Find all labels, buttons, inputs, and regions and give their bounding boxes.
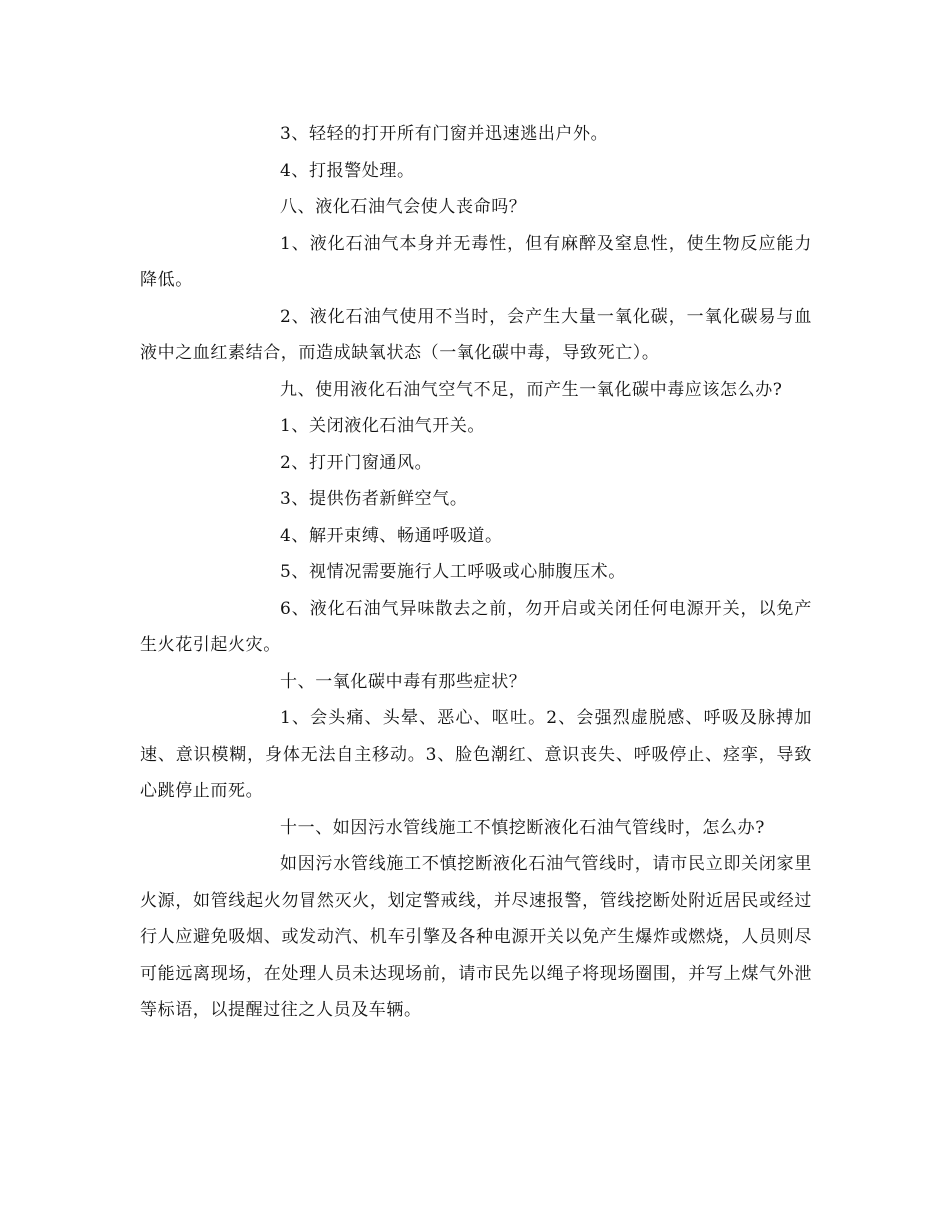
section-heading: 九、使用液化石油气空气不足，而产生一氧化碳中毒应该怎么办? — [280, 379, 783, 400]
paragraph: 5、视情况需要施行人工呼吸或心肺腹压术。 — [280, 562, 626, 582]
paragraph: 3、提供伤者新鲜空气。 — [280, 489, 468, 509]
paragraph: 6、液化石油气异味散去之前，勿开启或关闭任何电源开关，以免产生火花引起火灾。 — [140, 598, 812, 655]
paragraph: 4、解开束缚、畅通呼吸道。 — [280, 525, 503, 546]
section-heading: 十、一氧化碳中毒有那些症状？ — [280, 671, 527, 692]
paragraph: 1、液化石油气本身并无毒性，但有麻醉及窒息性，使生物反应能力降低。 — [140, 233, 812, 290]
paragraph: 3、轻轻的打开所有门窗并迅速逃出户外。 — [280, 124, 609, 144]
paragraph: 1、会头痛、头晕、恶心、呕吐。2、会强烈虚脱感、呼吸及脉搏加速、意识模糊，身体无法自主移动。3、脸色潮红、意识丧失、呼吸停止、痉挛，导致心跳停止而死。 — [140, 708, 812, 801]
document-body — [140, 116, 812, 1029]
paragraph: 如因污水管线施工不慎挖断液化石油气管线时，请市民立即关闭家里火源，如管线起火勿冒然灭火，划定警戒线，并尽速报警，管线挖断处附近居民或经过行人应避免吸烟、或发动汽、机车引擎及各种电源开关以免产生爆炸或燃烧，人员则尽可能远离现场，在处理人员未达现场前，请市民先以绳子将现场圈围，并写上煤气外泄等标语，以提醒过往之人员及车辆。 — [140, 854, 812, 1020]
paragraph: 2、打开门窗通风。 — [280, 452, 433, 473]
paragraph: 4、打报警处理。 — [280, 160, 415, 181]
paragraph: 2、液化石油气使用不当时，会产生大量一氧化碳，一氧化碳易与血液中之血红素结合，而造成缺氧状态（一氧化碳中毒，导致死亡）。 — [140, 306, 812, 363]
section-heading: 十一、如因污水管线施工不慎挖断液化石油气管线时，怎么办? — [280, 817, 765, 838]
section-heading: 八、液化石油气会使人丧命吗？ — [280, 197, 527, 217]
paragraph: 1、关闭液化石油气开关。 — [280, 416, 486, 436]
